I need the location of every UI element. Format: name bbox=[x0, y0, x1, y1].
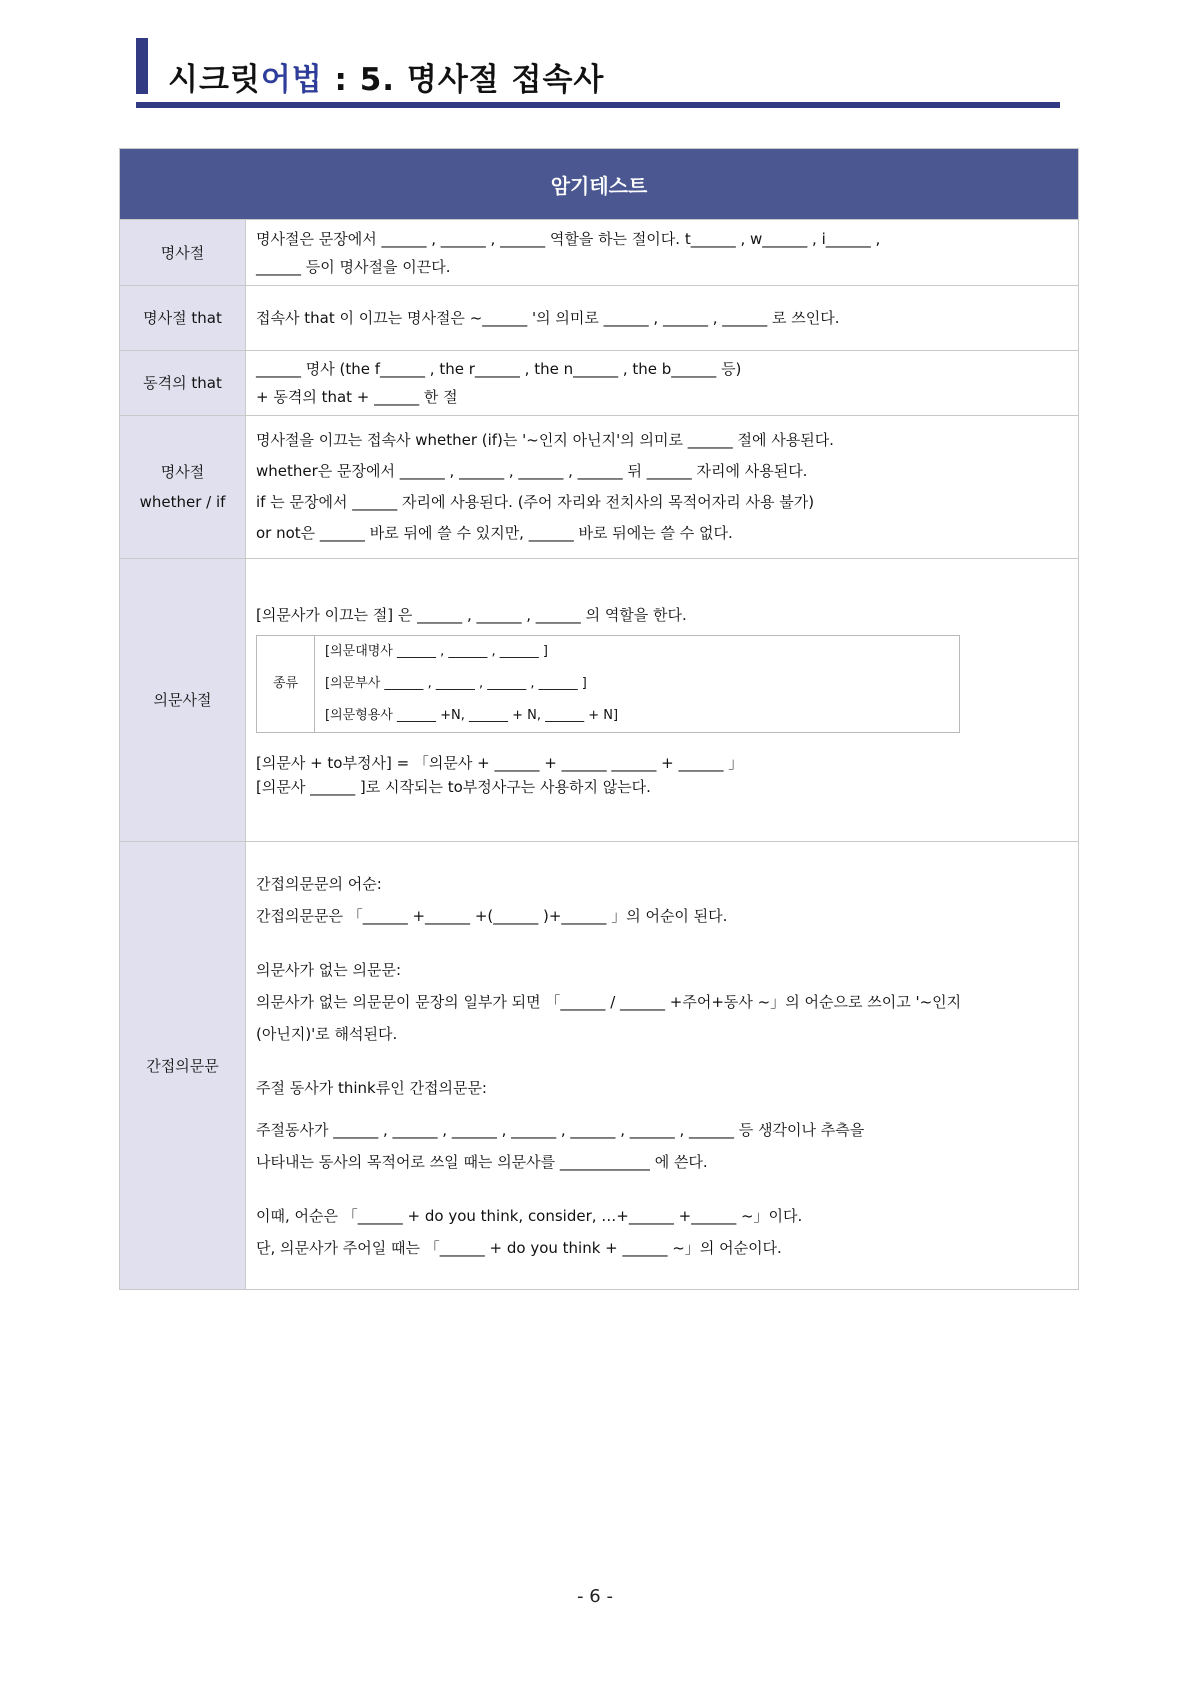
row-content bbox=[246, 351, 1079, 416]
content-line: or not은 ______ 바로 뒤에 쓸 수 있지만, ______ 바로 뒤에는 쓸 수 없다. bbox=[256, 524, 733, 542]
content-line: (아닌지)'로 해석된다. bbox=[256, 1024, 398, 1043]
memorization-test-table bbox=[119, 148, 1079, 1290]
header-accent-bar bbox=[136, 38, 148, 94]
table-row bbox=[120, 559, 1079, 842]
content-line: 단, 의문사가 주어일 때는 「______ + do you think + ______ ~」의 어순이다. bbox=[256, 1238, 782, 1257]
content-line: 주절동사가 ______ , ______ , ______ , ______ , ______ , ______ , ______ 등 생각이나 추측을 bbox=[256, 1120, 865, 1139]
content-line: 명사절은 문장에서 ______ , ______ , ______ 역할을 하는 절이다. t______ , w______ , i______ , bbox=[256, 229, 881, 248]
content-line: whether은 문장에서 ______ , ______ , ______ , ______ 뒤 ______ 자리에 사용된다. bbox=[256, 462, 808, 480]
row-content bbox=[246, 286, 1079, 351]
content-line: 간접의문문의 어순: bbox=[256, 874, 382, 893]
row-label bbox=[120, 416, 246, 559]
content-line: 접속사 that 이 이끄는 명사절은 ~______ '의 의미로 ______ , ______ , ______ 로 쓰인다. bbox=[256, 309, 840, 327]
row-content bbox=[246, 416, 1079, 559]
content-line: 간접의문문은 「______ +______ +(______ )+______ 」의 어순이 된다. bbox=[256, 906, 728, 925]
content-line: 명사절을 이끄는 접속사 whether (if)는 '~인지 아닌지'의 의미로 ______ 절에 사용된다. bbox=[256, 431, 834, 449]
types-item: [의문부사 ______ , ______ , ______ , ______ ] bbox=[325, 676, 587, 691]
types-item: [의문형용사 ______ +N, ______ + N, ______ + N] bbox=[325, 708, 619, 723]
content-line: [의문사가 이끄는 절] 은 ______ , ______ , ______ 의 역할을 한다. bbox=[256, 606, 687, 624]
table-row bbox=[120, 351, 1079, 416]
content-line: [의문사 + to부정사] = 「의문사 + ______ + ______ ______ + ______ 」 bbox=[256, 754, 744, 772]
page-title bbox=[168, 54, 604, 99]
question-word-types-table bbox=[256, 635, 960, 733]
row-label: 동격의 that bbox=[120, 351, 246, 416]
header-underline bbox=[136, 102, 1060, 108]
content-line: [의문사 ______ ]로 시작되는 to부정사구는 사용하지 않는다. bbox=[256, 778, 651, 796]
content-line: + 동격의 that + ______ 한 절 bbox=[256, 388, 458, 406]
content-line: if 는 문장에서 ______ 자리에 사용된다. (주어 자리와 전치사의 목적어자리 사용 불가) bbox=[256, 493, 815, 511]
content-line: 의문사가 없는 의문문이 문장의 일부가 되면 「______ / ______ +주어+동사 ~」의 어순으로 쓰이고 '~인지 bbox=[256, 992, 962, 1011]
table-heading: 암기테스트 bbox=[120, 149, 1079, 220]
content-line: 의문사가 없는 의문문: bbox=[256, 960, 402, 979]
row-label: 명사절 bbox=[120, 220, 246, 286]
row-label: 의문사절 bbox=[120, 559, 246, 842]
row-label: 명사절 that bbox=[120, 286, 246, 351]
row-content bbox=[246, 842, 1079, 1290]
types-item: [의문대명사 ______ , ______ , ______ ] bbox=[325, 644, 548, 659]
content-line: ______ 등이 명사절을 이끈다. bbox=[256, 257, 451, 276]
title-prefix: 시크릿 bbox=[168, 62, 261, 98]
table-row bbox=[120, 220, 1079, 286]
row-content bbox=[246, 559, 1079, 842]
content-line: 이때, 어순은 「______ + do you think, consider, …+______ +______ ~」이다. bbox=[256, 1206, 803, 1225]
row-label-line: whether / if bbox=[139, 493, 226, 511]
page-number: - 6 - bbox=[577, 1586, 613, 1607]
types-label: 종류 bbox=[257, 636, 315, 733]
title-rest: : 5. 명사절 접속사 bbox=[322, 62, 605, 98]
content-line: ______ 명사 (the f______ , the r______ , the n______ , the b______ 등) bbox=[256, 360, 742, 378]
row-label-line: 명사절 bbox=[160, 463, 205, 481]
content-line: 나타내는 동사의 목적어로 쓰일 때는 의문사를 ____________ 에 쓴다. bbox=[256, 1152, 708, 1171]
row-label: 간접의문문 bbox=[120, 842, 246, 1290]
title-highlight: 어법 bbox=[260, 62, 323, 98]
page-header bbox=[136, 38, 1060, 108]
table-row bbox=[120, 842, 1079, 1290]
table-row bbox=[120, 286, 1079, 351]
table-row bbox=[120, 416, 1079, 559]
row-content bbox=[246, 220, 1079, 286]
content-line: 주절 동사가 think류인 간접의문문: bbox=[256, 1078, 487, 1097]
